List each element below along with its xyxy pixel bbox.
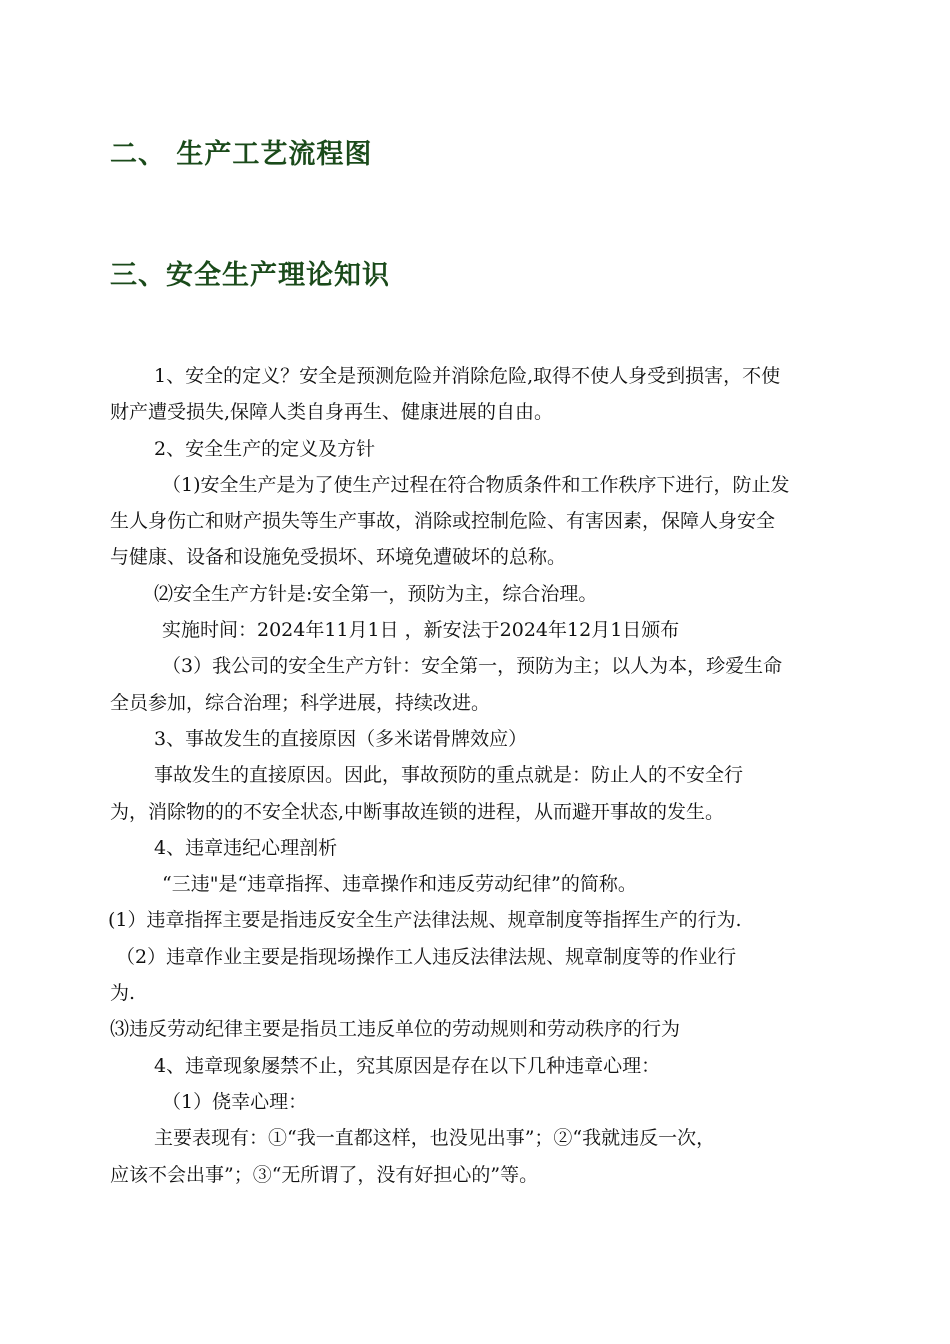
paragraph-line: 1、安全的定义？安全是预测危险并消除危险,取得不使人身受到损害，不使 — [154, 365, 781, 387]
paragraph-line: 为. — [110, 982, 136, 1005]
paragraph-line: ⑵安全生产方针是:安全第一，预防为主，综合治理。 — [154, 582, 598, 605]
paragraph-line: 与健康、设备和设施免受损坏、环境免遭破坏的总称。 — [110, 546, 567, 569]
section-heading-process-flowchart: 二、 生产工艺流程图 — [110, 139, 373, 170]
paragraph-line: 4、违章现象屡禁不止，究其原因是存在以下几种违章心理： — [154, 1054, 661, 1077]
paragraph-line: 财产遭受损失,保障人类自身再生、健康进展的自由。 — [110, 401, 554, 424]
paragraph-line: (1）违章指挥主要是指违反安全生产法律法规、规章制度等指挥生产的行为. — [108, 909, 742, 932]
paragraph-line: （1）侥幸心理： — [162, 1090, 308, 1113]
paragraph-line: 全员参加，综合治理；科学进展，持续改进。 — [110, 691, 491, 714]
paragraph-line: 事故发生的直接原因。因此，事故预防的重点就是：防止人的不安全行 — [154, 764, 744, 787]
paragraph-line: 4、违章违纪心理剖析 — [154, 836, 338, 859]
paragraph-line: 2、安全生产的定义及方针 — [154, 437, 376, 460]
section-heading-safety-theory: 三、安全生产理论知识 — [110, 260, 390, 291]
paragraph-line: （1)安全生产是为了使生产过程在符合物质条件和工作秩序下进行，防止发 — [162, 473, 790, 496]
paragraph-line: （3）我公司的安全生产方针：安全第一，预防为主；以人为本，珍爱生命 — [162, 655, 783, 678]
paragraph-line: 为，消除物的的不安全状态,中断事故连锁的进程，从而避开事故的发生。 — [110, 800, 725, 823]
paragraph-line: 主要表现有：①“我一直都这样，也没见出事”；②“我就违反一次， — [154, 1127, 716, 1150]
body-text — [110, 358, 850, 1193]
paragraph-line: 3、事故发生的直接原因（多米诺骨牌效应） — [154, 727, 528, 750]
paragraph-line: 生人身伤亡和财产损失等生产事故，消除或控制危险、有害因素，保障人身安全 — [110, 510, 776, 533]
paragraph-line: ⑶违反劳动纪律主要是指员工违反单位的劳动规则和劳动秩序的行为 — [110, 1018, 681, 1041]
paragraph-line: 实施时间：2024年11月1日 ，新安法于2024年12月1日颁布 — [162, 619, 680, 642]
paragraph-line: （2）违章作业主要是指现场操作工人违反法律法规、规章制度等的作业行 — [116, 945, 737, 968]
paragraph-line: 应该不会出事”；③“无所谓了，没有好担心的”等。 — [110, 1163, 539, 1186]
paragraph-line: “三违"是“违章指挥、违章操作和违反劳动纪律”的简称。 — [162, 873, 637, 896]
